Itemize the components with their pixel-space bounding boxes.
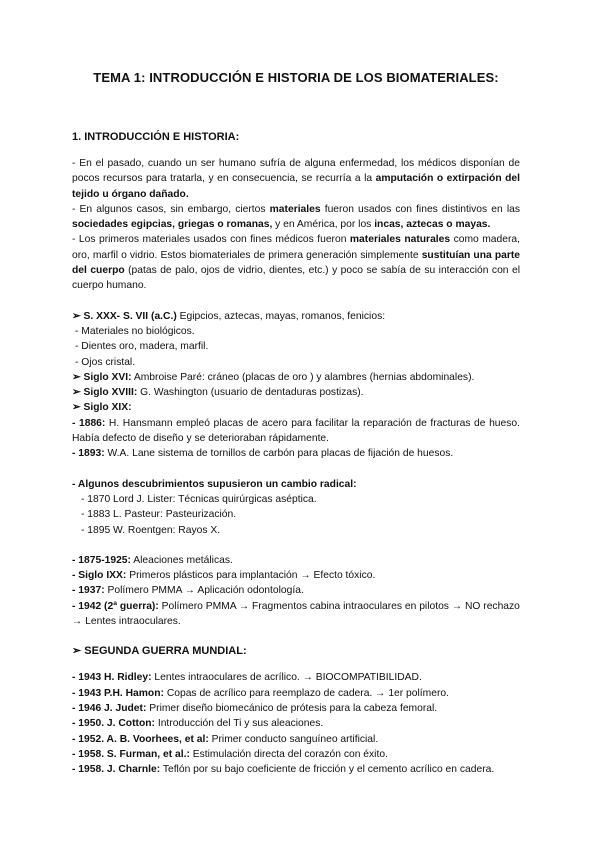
section-heading-segunda-guerra: ➢ SEGUNDA GUERRA MUNDIAL: (72, 645, 247, 658)
bold-run: materiales naturales (349, 234, 451, 246)
bold-run: materiales (269, 203, 321, 215)
event-1958-furman (72, 747, 520, 762)
timeline-entry-antiguedad (72, 309, 520, 324)
entry-label: - 1942 (2ª guerra): (72, 600, 159, 612)
entry-text: Polímero PMMA → Fragmentos cabina intraoculares en pilotos → NO rechazo → Lentes intraoculares. (72, 600, 520, 628)
entry-text: Teflón por su bajo coeficiente de fricción y el cemento acrílico en cadera. (160, 764, 495, 776)
event-1952-voorhees (72, 732, 520, 747)
list-item: - Dientes oro, madera, marfil. (75, 341, 209, 353)
entry-label: - 1946 J. Judet: (72, 702, 147, 714)
timeline-entry-siglo-xix (72, 400, 520, 415)
bold-run: amputación o extirpación del tejido u órgano dañado. (72, 173, 521, 200)
event-1946-judet (72, 701, 520, 716)
timeline-entry-1886 (72, 416, 520, 447)
entry-label: - 1875-1925: (72, 554, 131, 566)
entry-label: - 1952. A. B. Voorhees, et al: (72, 733, 209, 745)
spacer (72, 538, 520, 553)
entry-text: H. Hansmann empleó placas de acero para facilitar la reparación de fracturas de hueso. Había defecto de diseño y se deterioraban rápidamente. (72, 417, 520, 445)
event-1943-ridley (72, 670, 520, 685)
entry-label: - 1937: (72, 585, 105, 597)
bold-run: sustituían una parte del cuerpo (72, 249, 520, 277)
text-run: - Los primeros materiales usados con fines médicos fueron (72, 234, 350, 246)
timeline-entry-siglo-xviii (72, 385, 520, 400)
entry-label: - 1943 H. Ridley: (72, 672, 152, 684)
spacer (72, 462, 520, 477)
bold-run: incas, aztecas o mayas. (374, 219, 491, 231)
entry-text: Lentes intraoculares de acrílico. → BIOCOMPATIBILIDAD. (151, 672, 422, 684)
event-1942 (72, 599, 520, 630)
entry-label: ➢ Siglo XVI: (72, 371, 132, 383)
entry-text: Aleaciones metálicas. (130, 554, 233, 566)
entry-text: W.A. Lane sistema de tornillos de carbón para placas de fijación de huesos. (104, 448, 454, 460)
entry-label: - 1950. J. Cotton: (72, 718, 155, 730)
entry-label: - 1958. S. Furman, et al.: (72, 748, 190, 760)
entry-label: - 1886: (72, 417, 106, 429)
event-siglo-ixx (72, 568, 520, 583)
entry-text: Primer conducto sanguíneo artificial. (208, 733, 379, 745)
text-run: y en América, por los (272, 219, 375, 231)
list-item: - 1870 Lord J. Lister: Técnicas quirúrgicas aséptica. (81, 493, 317, 505)
entry-label: - 1943 P.H. Hamon: (72, 687, 164, 699)
list-item: - 1883 L. Pasteur: Pasteurización. (81, 509, 237, 521)
text-run: - En algunos casos, sin embargo, ciertos (72, 203, 270, 215)
paragraph-pasado (72, 156, 520, 202)
bold-run: sociedades egipcias, griegas o romanas, (72, 219, 273, 231)
spacer (72, 629, 520, 644)
entry-text: Estimulación directa del corazón con éxito. (189, 748, 388, 760)
entry-label: ➢ Siglo XVIII: (72, 387, 138, 399)
entry-label: ➢ S. XXX- S. VII (a.C.) (72, 310, 177, 322)
entry-text: Copas de acrílico para reemplazo de cadera. → 1er polímero. (163, 687, 449, 699)
timeline-entry-1893 (72, 446, 520, 461)
timeline-entry-siglo-xvi (72, 370, 520, 385)
entry-label: - Siglo IXX: (72, 570, 127, 582)
list-item: - Ojos cristal. (75, 356, 136, 368)
entry-label: ➢ Siglo XIX: (72, 402, 132, 414)
entry-text: Primeros plásticos para implantación → Efecto tóxico. (126, 570, 376, 582)
section-heading-introduccion: 1. INTRODUCCIÓN E HISTORIA: (72, 131, 240, 143)
entry-text: Introducción del Ti y sus aleaciones. (154, 718, 324, 730)
entry-label: - 1958. J. Charnle: (72, 764, 161, 776)
list-item: - 1895 W. Roentgen: Rayos X. (81, 524, 221, 536)
document-title: TEMA 1: INTRODUCCIÓN E HISTORIA DE LOS BIOMATERIALES: (93, 70, 499, 85)
event-1958-charnle (72, 762, 520, 777)
text-run: (patas de palo, ojos de vidrio, dientes, etc.) y poco se sabía de su interacción con el cuerpo humano. (72, 265, 520, 292)
bold-run: - Algunos descubrimientos supusieron un cambio radical: (72, 478, 357, 490)
entry-text: Ambroise Paré: cráneo (placas de oro ) y alambres (hernias abdominales). (131, 371, 475, 383)
paragraph-sociedades (72, 202, 520, 233)
entry-label: - 1893: (72, 448, 105, 460)
entry-text: G. Washington (usuario de dentaduras postizas). (137, 387, 364, 399)
event-1943-hamon (72, 686, 520, 701)
entry-text: Egipcios, aztecas, mayas, romanos, fenicios: (176, 310, 386, 322)
discoveries-heading (72, 477, 520, 492)
text-run: fueron usados con fines distintivos en las (320, 203, 520, 215)
entry-text: Primer diseño biomecánico de prótesis para la cabeza femoral. (146, 702, 438, 714)
entry-text: Polímero PMMA → Aplicación odontología. (104, 585, 304, 597)
text-run: - En el pasado, cuando un ser humano sufría de alguna enfermedad, los médicos disponían de pocos recursos para tratarla, y en consecuencia, se recurría a la (72, 158, 520, 185)
event-1875-1925 (72, 553, 520, 568)
list-item: - Materiales no biológicos. (75, 325, 195, 337)
spacer (72, 294, 520, 309)
event-1950-cotton (72, 716, 520, 731)
text-run: como madera, oro, marfil o vidrio. Estos biomateriales de primera generación simplemente (72, 234, 521, 261)
event-1937 (72, 583, 520, 598)
paragraph-materiales-naturales (72, 232, 520, 293)
